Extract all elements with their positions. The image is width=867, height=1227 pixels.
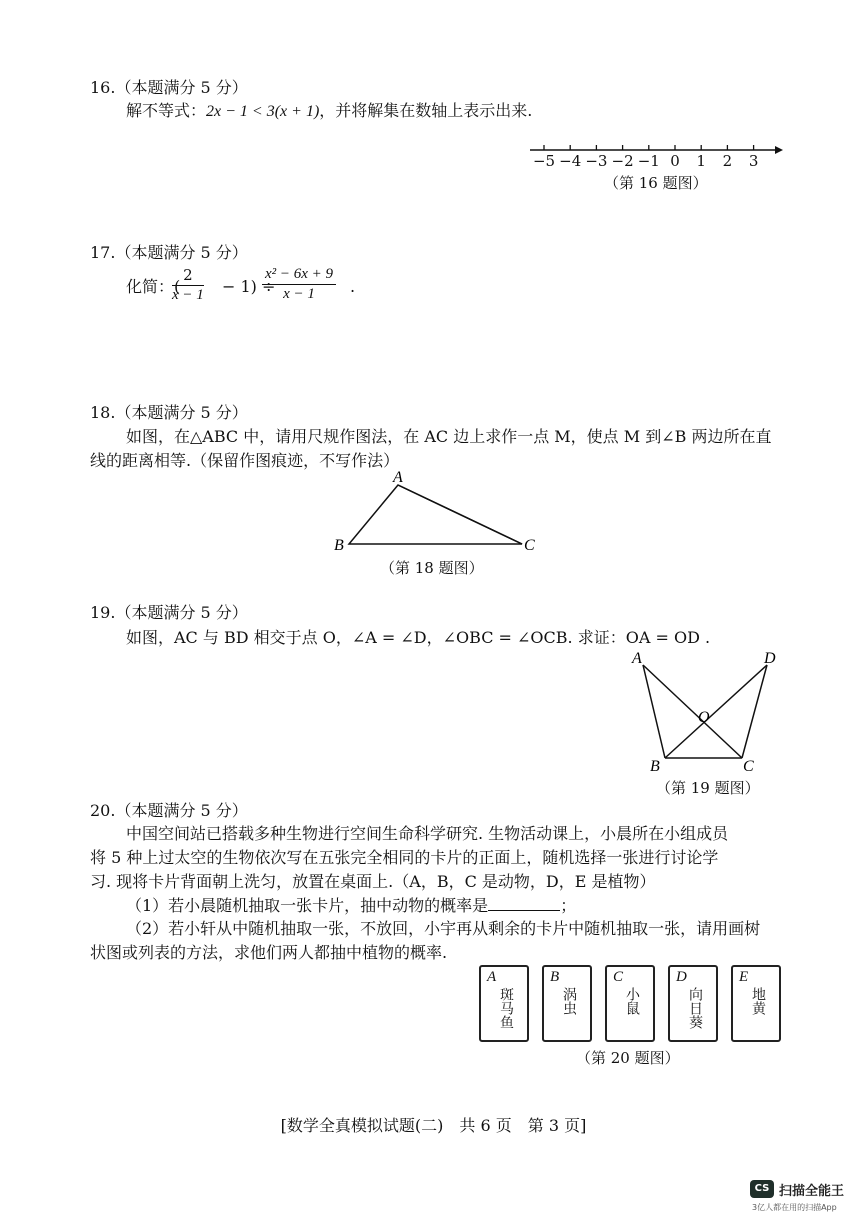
number-line-label: −5	[532, 152, 556, 170]
q19-heading: 19.（本题满分 5 分）	[90, 603, 248, 622]
number-line-label: 0	[670, 152, 680, 170]
q20-sub1	[126, 896, 576, 916]
watermark-title: 扫描全能王	[779, 1184, 845, 1199]
label-D: D	[764, 650, 776, 667]
q16-heading: 16.（本题满分 5 分）	[90, 78, 248, 97]
card-name: 向日葵	[687, 987, 703, 1029]
quadrilateral-figure	[620, 645, 785, 775]
card-letter: B	[550, 969, 560, 985]
watermark-subtitle: 3亿人都在用的扫描App	[752, 1203, 837, 1212]
q17-mid: − 1) ÷	[222, 277, 276, 296]
label-C: C	[524, 537, 535, 554]
q17-heading: 17.（本题满分 5 分）	[90, 243, 248, 262]
q20-sub2-line1: （2）若小轩从中随机抽取一张，不放回，小宇再从剩余的卡片中随机抽取一张，请用画树	[126, 919, 761, 938]
label-A: A	[393, 469, 403, 486]
q18-line1: 如图，在△ABC 中，请用尺规作图法，在 AC 边上求作一点 M，使点 M 到∠B 两边所在直	[126, 427, 772, 446]
q17-end: .	[350, 277, 356, 296]
card-letter: D	[676, 969, 687, 985]
q19-line1: 如图，AC 与 BD 相交于点 O，∠A = ∠D，∠OBC = ∠OCB. 求证：OA = OD .	[126, 628, 711, 647]
card-a	[479, 965, 529, 1042]
number-line-label: −3	[585, 152, 608, 170]
card-name: 斑马鱼	[498, 987, 514, 1029]
label-B: B	[650, 758, 660, 775]
q20-line3: 习. 现将卡片背面朝上洗匀，放置在桌面上.（A，B，C 是动物，D，E 是植物）	[90, 872, 656, 891]
q17-frac1-den: x − 1	[172, 287, 204, 303]
card-d	[668, 965, 718, 1042]
number-line-label: 2	[722, 152, 733, 170]
card-c	[605, 965, 655, 1042]
q17-fraction-2	[262, 266, 336, 303]
number-line-label: −1	[637, 152, 660, 170]
q17-prefix: 化简：(	[126, 277, 181, 296]
q20-sub2-line2: 状图或列表的方法，求他们两人都抽中植物的概率.	[90, 943, 448, 962]
q20-line2: 将 5 种上过太空的生物依次写在五张完全相同的卡片的正面上，随机选择一张进行讨论学	[90, 848, 719, 867]
q18-caption: （第 18 题图）	[380, 559, 484, 577]
card-name: 涡虫	[561, 987, 577, 1015]
q20-caption: （第 20 题图）	[576, 1049, 680, 1067]
q16-prefix: 解不等式：	[126, 101, 207, 120]
card-name: 小鼠	[624, 987, 640, 1015]
number-line-label: 1	[696, 152, 706, 170]
q20-sub1-text: （1）若小晨随机抽取一张卡片，抽中动物的概率是	[126, 896, 489, 915]
q16-caption: （第 16 题图）	[604, 174, 708, 192]
card-name: 地黄	[750, 987, 766, 1015]
q16-inequality: 2x − 1 < 3(x + 1)	[206, 103, 320, 120]
q17-frac2-num: x² − 6x + 9	[262, 266, 336, 285]
label-C: C	[743, 758, 754, 775]
number-line-label: −4	[559, 152, 582, 170]
q16-text	[126, 101, 532, 122]
q18-line2: 线的距离相等.（保留作图痕迹，不写作法）	[90, 451, 400, 470]
card-letter: C	[613, 969, 624, 985]
q20-heading: 20.（本题满分 5 分）	[90, 801, 248, 820]
arrow-right-icon	[775, 146, 783, 154]
number-line-label: −2	[611, 152, 634, 170]
card-letter: E	[739, 969, 749, 985]
q20-sub1-end: ；	[560, 896, 577, 915]
label-O: O	[698, 709, 710, 726]
q17-frac2-den: x − 1	[283, 286, 315, 302]
q19-caption: （第 19 题图）	[656, 779, 760, 797]
q18-heading: 18.（本题满分 5 分）	[90, 403, 248, 422]
q16-suffix: ，并将解集在数轴上表示出来.	[319, 101, 533, 120]
q20-line1: 中国空间站已搭载多种生物进行空间生命科学研究. 生物活动课上，小晨所在小组成员	[126, 824, 729, 843]
page-footer: [数学全真模拟试题(二) 共 6 页 第 3 页]	[280, 1116, 587, 1135]
answer-blank	[488, 896, 560, 911]
card-b	[542, 965, 592, 1042]
card-e	[731, 965, 781, 1042]
q17-fraction-1	[172, 266, 204, 304]
q17-frac1-num: 2	[172, 266, 204, 286]
number-line-label: 3	[748, 152, 759, 170]
camscanner-logo-icon: CS	[750, 1180, 774, 1198]
label-A: A	[632, 650, 642, 667]
card-letter: A	[487, 969, 497, 985]
triangle-abc-figure	[330, 466, 540, 560]
label-B: B	[334, 537, 344, 554]
